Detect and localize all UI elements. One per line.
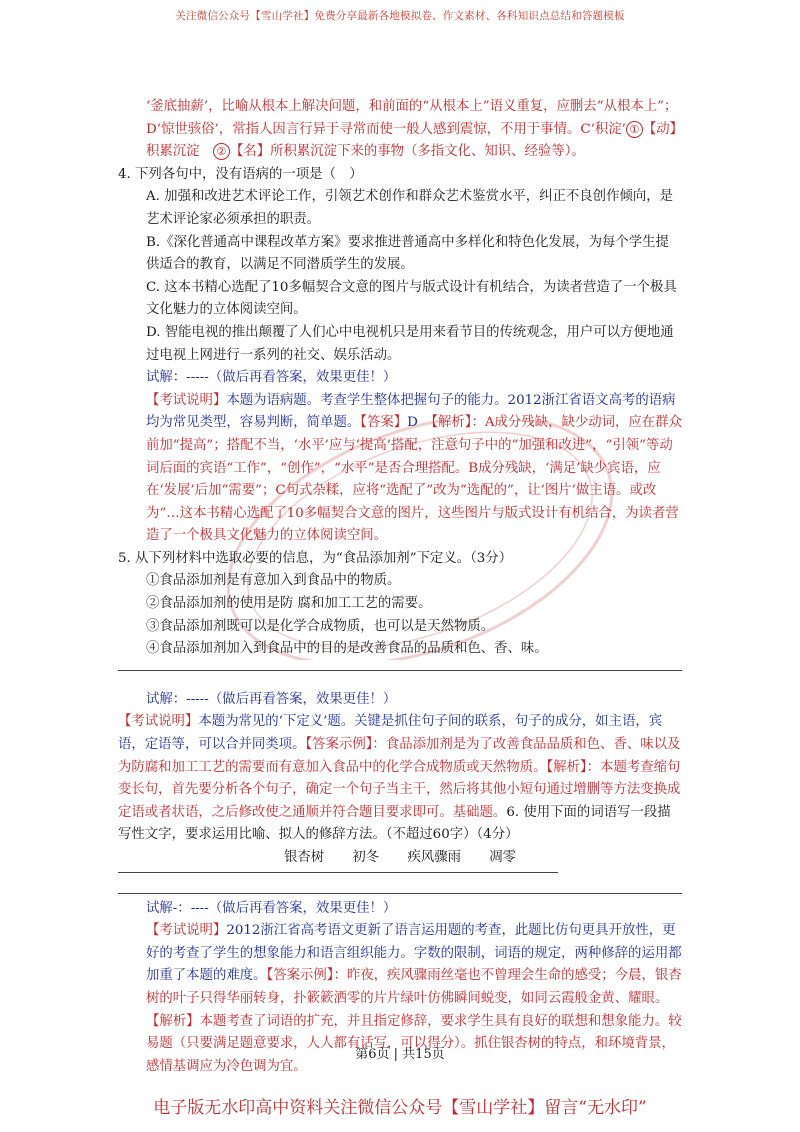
answer-text: ：昨夜，疾风骤雨丝毫也不曾理会生命的感受；今晨，银杏树的叶子只得华丽转身，扑簌簌洒零的片片绿叶仿佛瞬间蜕变，如同云霞般金黄、耀眼。: [146, 968, 682, 1006]
exp-text: 本题为语病题。考查学生整体把握句子的能力。2012浙江省语文高考的语病均为常见类型，容易判断，简单题。: [146, 392, 676, 431]
q5-explanation: [118, 711, 682, 847]
answer-tag: 【答案】: [360, 415, 408, 431]
q6-word-list: [118, 847, 682, 870]
word-item: 疾风骤雨: [407, 850, 461, 865]
answer-value: D: [407, 415, 418, 431]
exp-tag: 【考试说明】: [146, 923, 227, 939]
circle-marker-2: ②: [213, 143, 230, 160]
exp-text: 本题为常见的‘下定义’题。关键是抓住句子间的联系，句子的成分，如主语，宾语，定语等，可以合并同类项。: [118, 714, 663, 753]
q4-stem: 4. 下列各句中，没有语病的一项是（ ）: [118, 166, 363, 182]
q4-option-c: C. 这本书精心选配了10多幅契合文意的图片与版式设计有机结合，为读者营造了一个极具文化魅力的立体阅读空间。: [146, 279, 677, 318]
analysis-text: ：A成分残缺，缺少动词，应在群众前加“提高”；搭配不当，‘水平’应与‘提高’搭配，注意句子中的“加强和改进”，“引领”等动词后面的宾语“工作”，“创作”，“水平”是否合理搭配。B成分残缺，‘满足’缺少宾语，应在‘发展’后加“需要”；C句式杂糅，应将“选配了”改为“选配的”，让‘图片’做主语。或改为“…这本书精心选配了10多幅契合文意的图片，这些图片与版式设计有机结合，为读者营造了一个极具文化魅力的立体阅读空间。: [146, 415, 682, 544]
analysis-text: ：本题考查缩句变长句，首先要分析各个句子，确定一个句子当主干，然后将其他小短句通过增删等方法变换成定语或者状语，之后修改使之通顺并符合题目要求即可。基础题。: [118, 759, 681, 820]
q4-option-a: A. 加强和改进艺术评论工作，引领艺术创作和群众艺术鉴赏水平，纠正不良创作倾向，是艺术评论家必须承担的职责。: [146, 189, 674, 227]
intro-text-3: 【名】所积累沉淀下来的事物（多指文化、知识、经验等）。: [229, 144, 585, 160]
answer-tag: 【答案示例】: [266, 968, 334, 984]
q4-explanation: [118, 390, 682, 548]
analysis-tag: 【解析】: [146, 1013, 200, 1029]
intro-text-2: 【动】积累沉淀: [146, 121, 677, 160]
q5-stem: 5. 从下列材料中选取必要的信息，为“食品添加剂”下定义。（3分）: [118, 550, 513, 566]
word-item: 凋零: [489, 850, 517, 865]
answer-text: ：食品添加剂是为了改善食品品质和色、香、味以及为防腐和加工工艺的需要而有意加入食品中的化学合成物质或天然物质。: [118, 737, 681, 775]
exp-text: 2012浙江省高考语文更新了语言运用题的考查，此题比仿句更具开放性，更好的考查了学生的想象能力和语言组织能力。字数的限制，词语的规定，两种修辞的运用都加重了本题的难度。: [146, 923, 682, 984]
analysis-tag: 【解析】: [546, 759, 587, 775]
word-item: 初冬: [352, 850, 380, 865]
page-number: 第6页 | 共15页: [355, 1047, 445, 1062]
q4-option-b: B.《深化普通高中课程改革方案》要求推进普通高中多样化和特色化发展，为每个学生提供适合的教育，以满足不同潜质学生的发展。: [146, 234, 669, 273]
answer-tag: 【答案示例】: [305, 737, 373, 753]
word-item: 银杏树: [283, 850, 325, 865]
analysis-tag: 【解析】: [431, 415, 472, 431]
answer-line: [118, 670, 682, 671]
q6-try-line: 试解-：----（做后再看答案，效果更佳！）: [146, 900, 397, 916]
exp-tag: 【考试说明】: [118, 714, 199, 730]
page-header: 关注微信公众号【雪山学社】免费分享最新各地模拟卷、作文素材、各科知识点总结和答题模板: [175, 10, 625, 22]
answer-line: [118, 893, 682, 894]
q5-item-4: ④食品添加剂加入到食品中的目的是改善食品的品质和色、香、味。: [146, 641, 548, 657]
q5-item-2: ②食品添加剂的使用是防 腐和加工工艺的需要。: [146, 596, 432, 612]
q5-item-3: ③食品添加剂既可以是化学合成物质，也可以是天然物质。: [146, 618, 495, 634]
q4-option-d: D. 智能电视的推出颠覆了人们心中电视机只是用来看节目的传统观念，用户可以方便地通过电视上网进行一系列的社交、娱乐活动。: [146, 324, 674, 363]
intro-analysis: [118, 96, 682, 164]
analysis-text: 本题考查了词语的扩充，并且指定修辞，要求学生具有良好的联想和想象能力。较易题（只要满足题意要求，人人都有话写，可以得分）。抓住银杏树的特点，和环境背景，感情基调应为冷色调为宜。: [146, 1013, 682, 1074]
circle-marker-1: ①: [626, 121, 643, 138]
q5-item-1: ①食品添加剂是有意加入到食品中的物质。: [146, 573, 401, 589]
q6-stem: 6. 使用下面的词语写一段描写性文字，要求运用比喻、拟人的修辞方法。（不超过60字）（4分）: [118, 804, 671, 843]
intro-text-1: ‘釜底抽薪’，比喻从根本上解决问题，和前面的“从根本上”语义重复，应删去“从根本上”；D‘惊世骇俗’，常指人因言行异于寻常而使一般人感到震惊，不用于事情。C‘积淀’: [146, 99, 678, 137]
exp-tag: 【考试说明】: [146, 392, 227, 408]
q5-try-line: 试解：-----（做后再看答案，效果更佳！）: [146, 691, 397, 707]
document-body: [118, 96, 682, 1078]
page-footer: 电子版无水印高中资料关注微信公众号【雪山学社】留言“无水印”: [153, 1098, 647, 1118]
q4-try-line: 试解：-----（做后再看答案，效果更佳！）: [146, 370, 397, 386]
